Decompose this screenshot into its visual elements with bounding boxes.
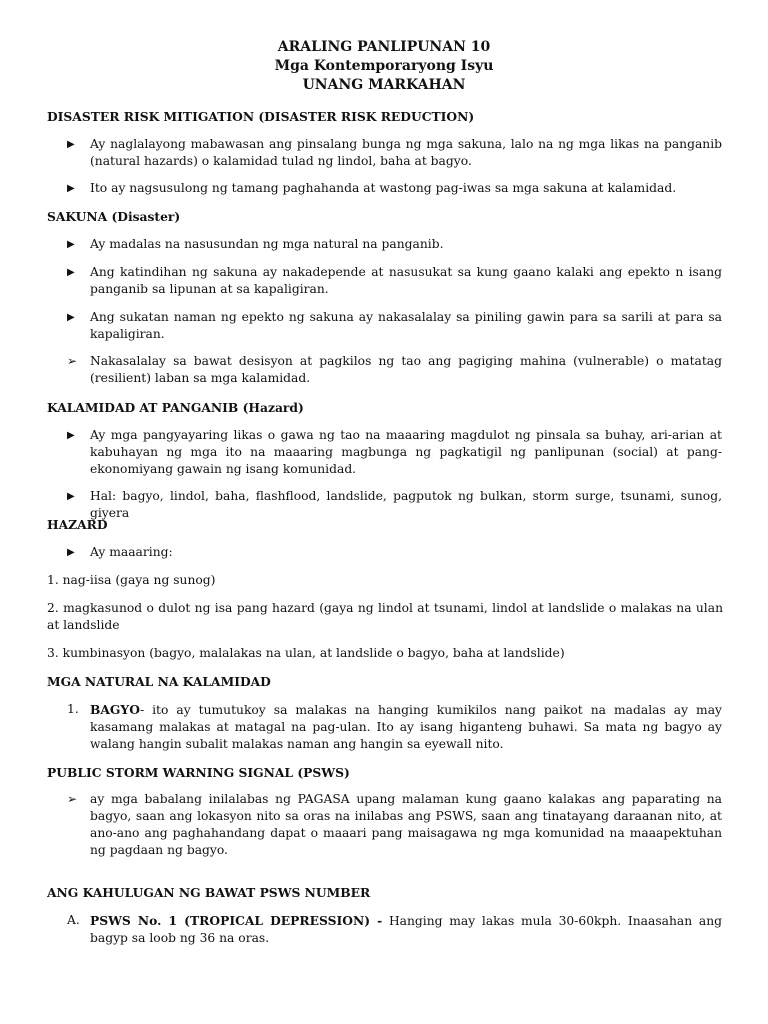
chevron-bullet-icon: ➢ bbox=[67, 792, 78, 806]
bullet-text: Ay naglalayong mabawasan ang pinsalang bunga ng mga sakuna, lalo na ng mga likas na panganib (natural hazards) o kalamidad tulad ng lindol, baha at bagyo. bbox=[90, 137, 722, 168]
bullet-item bbox=[67, 544, 722, 561]
bullet-text: Ang sukatan naman ng epekto ng sakuna ay nakasalalay sa piniling gawin para sa sarili at para sa kapaligiran. bbox=[90, 310, 722, 341]
numbered-paragraph: 1. nag-iisa (gaya ng sunog) bbox=[47, 573, 216, 587]
arrow-bullet-icon: ▶ bbox=[67, 239, 75, 250]
bullet-text: Ay mga pangyayaring likas o gawa ng tao na maaaring magdulot ng pinsala sa buhay, ari-arian at kabuhayan ng mga ito na maaaring magbunga ng pagkatigil ng panlipunan (social) at pang-ekonomiyang gawain ng isang komunidad. bbox=[90, 428, 722, 476]
section-heading-kalamidad: KALAMIDAD AT PANGANIB (Hazard) bbox=[47, 400, 304, 415]
section-heading-natural: MGA NATURAL NA KALAMIDAD bbox=[47, 674, 271, 689]
bullet-text: Ang katindihan ng sakuna ay nakadepende at nasusukat sa kung gaano kalaki ang epekto n isang panganib sa lipunan at sa kapaligiran. bbox=[90, 265, 722, 296]
bullet-item bbox=[67, 264, 722, 298]
item-text: Hanging may lakas mula 30-60kph. Inaasahan ang bagyp sa loob ng 36 na oras. bbox=[90, 914, 722, 945]
numbered-paragraph: 2. magkasunod o dulot ng isa pang hazard (gaya ng lindol at tsunami, lindol at landslide o malakas na ulan at landslide bbox=[47, 601, 723, 632]
arrow-bullet-icon: ▶ bbox=[67, 139, 75, 150]
item-term: BAGYO bbox=[90, 702, 140, 717]
section-heading-sakuna: SAKUNA (Disaster) bbox=[47, 209, 181, 224]
chevron-bullet-icon: ➢ bbox=[67, 354, 78, 368]
bullet-text: Ito ay nagsusulong ng tamang paghahanda at wastong pag-iwas sa mga sakuna at kalamidad. bbox=[90, 181, 677, 195]
bullet-item bbox=[67, 791, 722, 859]
subject-title: ARALING PANLIPUNAN 10 bbox=[277, 39, 491, 55]
section-heading-drr: DISASTER RISK MITIGATION (DISASTER RISK REDUCTION) bbox=[47, 109, 475, 124]
bullet-item bbox=[67, 180, 722, 197]
section-heading-hazard: HAZARD bbox=[47, 517, 108, 532]
arrow-bullet-icon: ▶ bbox=[67, 547, 75, 558]
quarter-title: UNANG MARKAHAN bbox=[302, 77, 466, 93]
arrow-bullet-icon: ▶ bbox=[67, 183, 75, 194]
bullet-text: Nakasalalay sa bawat desisyon at pagkilos ng tao ang pagiging mahina (vulnerable) o matatag (resilient) laban sa mga kalamidad. bbox=[90, 354, 722, 385]
item-number: 1. bbox=[67, 702, 79, 716]
bullet-item bbox=[67, 488, 722, 522]
topic-title: Mga Kontemporaryong Isyu bbox=[274, 58, 494, 74]
bullet-item bbox=[67, 309, 722, 343]
bullet-text: ay mga babalang inilalabas ng PAGASA upang malaman kung gaano kalakas ang paparating na bagyo, saan ang lokasyon nito sa oras na inilabas ang PSWS, saan ang tinatayang daraanan nito, at ano-ano ang paghahandang dapat o maaari pang maisagawa ng mga komunidad na maaapektuhan ng pagdaan ng bagyo. bbox=[90, 792, 722, 857]
numbered-paragraph: 3. kumbinasyon (bagyo, malalakas na ulan, at landslide o bagyo, baha at landslide) bbox=[47, 646, 565, 660]
bullet-item bbox=[67, 136, 722, 170]
item-text: - ito ay tumutukoy sa malakas na hanging kumikilos nang paikot na madalas ay may kasamang malakas at matagal na pag-ulan. Ito ay isang higanteng buhawi. Sa mata ng bagyo ay walang hangin subalit malakas naman ang hangin sa eyewall nito. bbox=[90, 703, 722, 751]
bullet-item bbox=[67, 427, 722, 478]
bullet-item bbox=[67, 236, 722, 253]
lettered-item bbox=[67, 912, 722, 947]
section-heading-kahulugan: ANG KAHULUGAN NG BAWAT PSWS NUMBER bbox=[47, 885, 371, 900]
section-heading-psws: PUBLIC STORM WARNING SIGNAL (PSWS) bbox=[47, 765, 350, 780]
arrow-bullet-icon: ▶ bbox=[67, 430, 75, 441]
arrow-bullet-icon: ▶ bbox=[67, 267, 75, 278]
bullet-item bbox=[67, 353, 722, 387]
document-title bbox=[0, 38, 768, 95]
bullet-text: Hal: bagyo, lindol, baha, flashflood, landslide, pagputok ng bulkan, storm surge, tsunami, sunog, giyera bbox=[90, 489, 722, 520]
arrow-bullet-icon: ▶ bbox=[67, 491, 75, 502]
item-term: PSWS No. 1 (TROPICAL DEPRESSION) - bbox=[90, 913, 383, 928]
item-letter: A. bbox=[67, 913, 80, 927]
numbered-item bbox=[67, 701, 722, 753]
bullet-text: Ay madalas na nasusundan ng mga natural na panganib. bbox=[90, 237, 444, 251]
arrow-bullet-icon: ▶ bbox=[67, 312, 75, 323]
bullet-text: Ay maaaring: bbox=[90, 545, 173, 559]
